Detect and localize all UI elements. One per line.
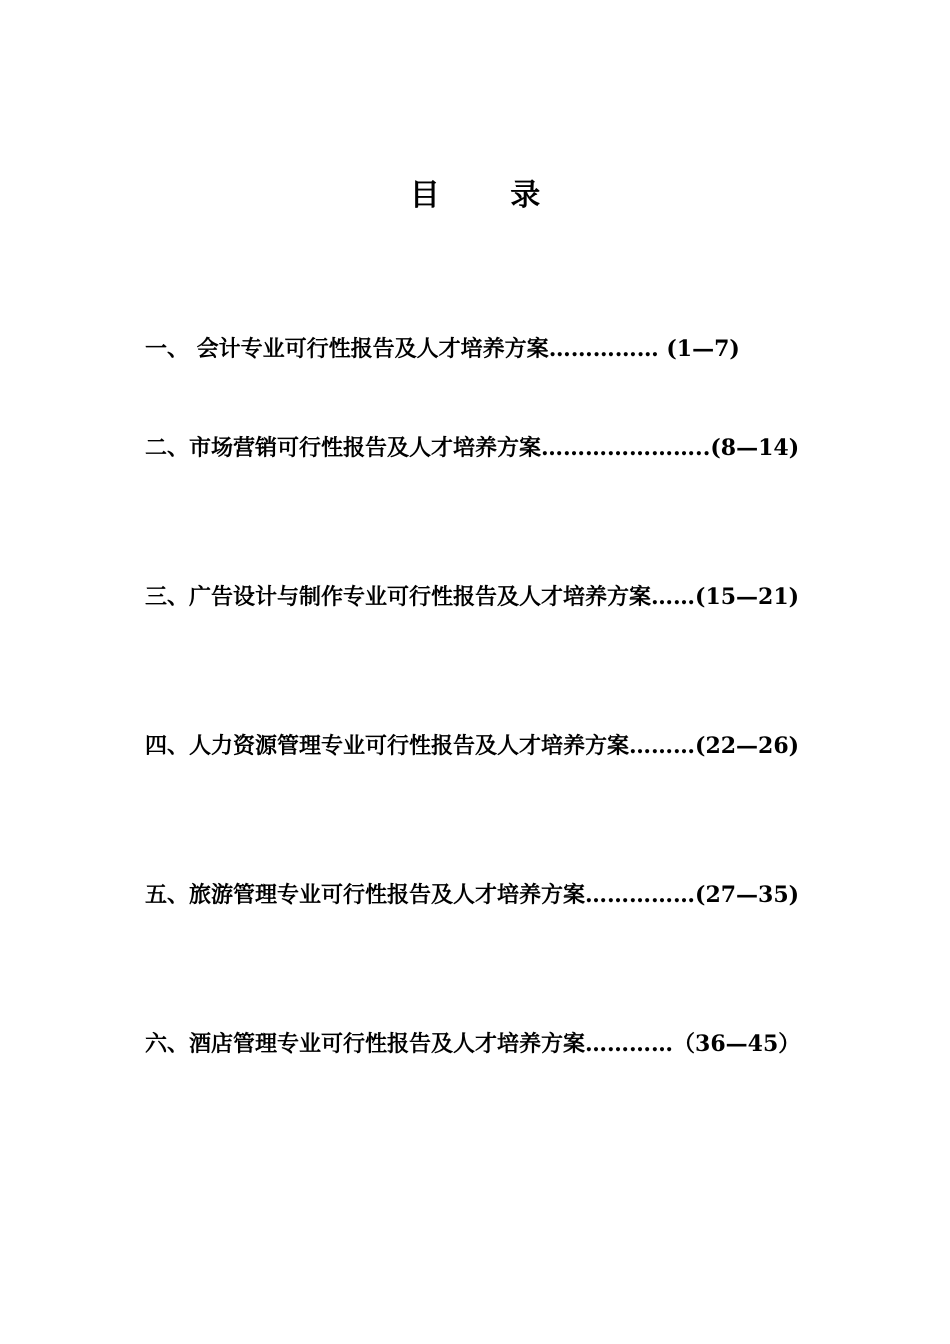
toc-entry-number: 三、	[145, 584, 190, 610]
page-title: 目 录	[409, 178, 571, 213]
toc-entry-title: 人力资源管理专业可行性报告及人才培养方案	[189, 733, 630, 759]
toc-entry-leader: ……	[651, 584, 696, 610]
toc-entry-2[interactable]	[145, 423, 807, 473]
toc-entry-leader: ……………	[585, 882, 696, 908]
toc-entry-4[interactable]	[145, 721, 807, 771]
toc-entry-pages: (22—26)	[695, 733, 800, 759]
toc-entry-number: 五、	[145, 882, 190, 908]
toc-entry-number: 四、	[145, 733, 190, 759]
toc-entry-title: 市场营销可行性报告及人才培养方案	[189, 435, 542, 461]
toc-entry-pages: (8—14)	[710, 435, 800, 461]
toc-entry-pages: (27—35)	[695, 882, 800, 908]
toc-entry-number: 二、	[145, 435, 190, 461]
toc-entry-1[interactable]	[145, 324, 807, 374]
toc-entry-title: 旅游管理专业可行性报告及人才培养方案	[189, 882, 586, 908]
toc-entry-title: 会计专业可行性报告及人才培养方案	[189, 336, 549, 362]
toc-entry-title: 酒店管理专业可行性报告及人才培养方案	[189, 1031, 586, 1057]
toc-entry-pages: (1—7)	[658, 336, 740, 362]
toc-entry-5[interactable]	[145, 870, 807, 920]
toc-entry-leader: ……………	[548, 336, 659, 362]
toc-entry-number: 一、	[145, 336, 190, 362]
toc-entry-leader: ………	[629, 733, 696, 759]
toc-entry-6[interactable]	[145, 1019, 807, 1069]
toc-entry-pages: (15—21)	[695, 584, 800, 610]
toc-entry-leader: …………	[585, 1031, 674, 1057]
toc-entry-3[interactable]	[145, 572, 807, 622]
toc-entry-leader: …………………..	[541, 435, 711, 461]
toc-entry-title: 广告设计与制作专业可行性报告及人才培养方案	[189, 584, 652, 610]
toc-entry-pages: （36—45）	[673, 1031, 801, 1057]
toc-entry-number: 六、	[145, 1031, 190, 1057]
